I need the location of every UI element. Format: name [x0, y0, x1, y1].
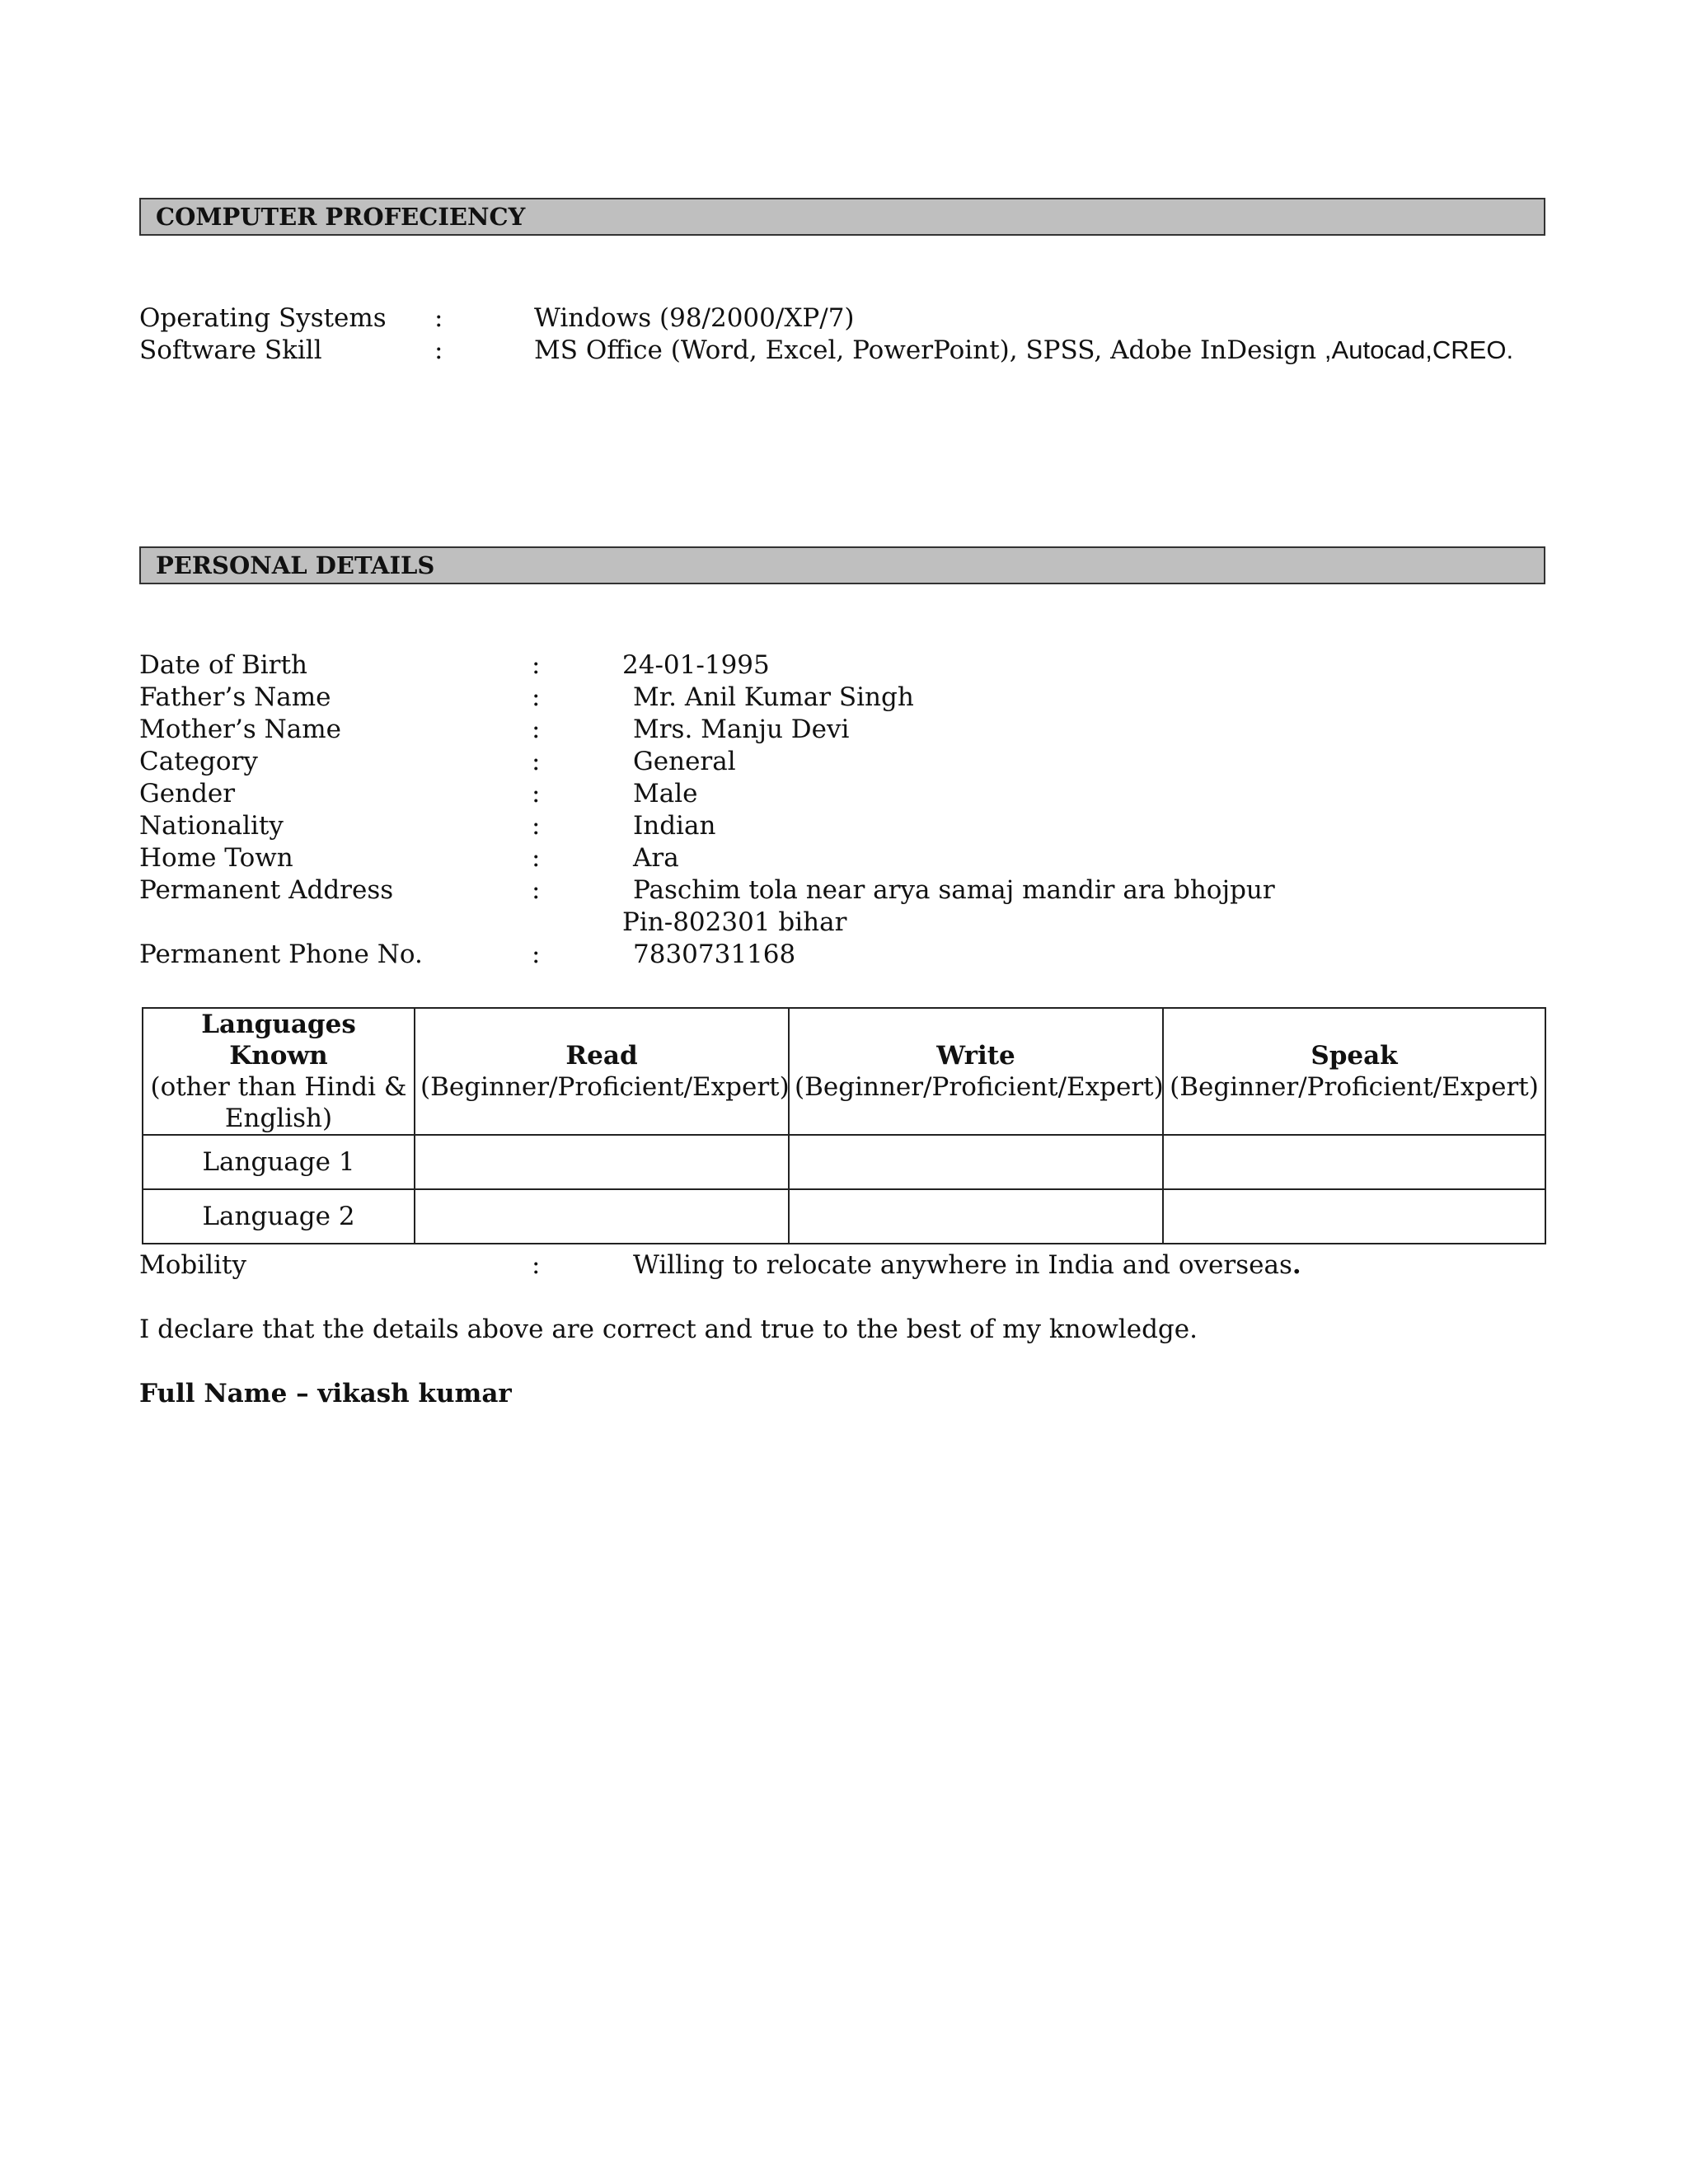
dob-row	[0, 649, 1688, 682]
declaration-text: I declare that the details above are correct and true to the best of my knowledge.	[139, 1315, 1198, 1344]
mobility-value-end: .	[1292, 1250, 1301, 1280]
colon: :	[434, 303, 443, 333]
read-cell	[415, 1189, 789, 1244]
write-header	[789, 1008, 1163, 1135]
read-cell	[415, 1135, 789, 1189]
speak-sub: (Beginner/Proficient/Expert)	[1170, 1072, 1539, 1102]
category-row	[0, 745, 1688, 778]
operating-systems-row	[0, 302, 1688, 335]
full-name-signature: Full Name – vikash kumar	[139, 1379, 512, 1408]
colon: :	[532, 682, 541, 712]
father-name-row	[0, 681, 1688, 714]
colon: :	[532, 779, 541, 808]
read-header	[415, 1008, 789, 1135]
nationality-label: Nationality	[139, 811, 284, 841]
colon: :	[532, 650, 541, 680]
write-cell	[789, 1135, 1163, 1189]
gender-row	[0, 777, 1688, 810]
write-sub: (Beginner/Proficient/Expert)	[795, 1072, 1164, 1102]
father-name-label: Father’s Name	[139, 682, 331, 712]
write-title: Write	[936, 1041, 1015, 1071]
phone-row	[0, 938, 1688, 971]
software-skill-value-main: MS Office (Word, Excel, PowerPoint), SPSS, Adobe InDesign	[534, 335, 1325, 365]
languages-table	[142, 1007, 1546, 1244]
mother-name-label: Mother’s Name	[139, 715, 341, 744]
colon: :	[434, 335, 443, 365]
languages-known-header	[143, 1008, 415, 1135]
mobility-label: Mobility	[139, 1250, 246, 1280]
table-row	[143, 1189, 1545, 1244]
colon: :	[532, 875, 541, 905]
software-skill-value-extra: ,Autocad,CREO.	[1324, 335, 1514, 364]
colon: :	[532, 1250, 541, 1280]
father-name-value: Mr. Anil Kumar Singh	[633, 682, 914, 712]
permanent-address-label: Permanent Address	[139, 875, 394, 905]
language-name-cell: Language 1	[143, 1135, 415, 1189]
dob-label: Date of Birth	[139, 650, 307, 680]
speak-title: Speak	[1311, 1041, 1398, 1071]
computer-proficiency-header: COMPUTER PROFECIENCY	[139, 198, 1545, 236]
speak-cell	[1163, 1135, 1545, 1189]
colon: :	[532, 843, 541, 873]
speak-header	[1163, 1008, 1545, 1135]
permanent-address-value: Paschim tola near arya samaj mandir ara bhojpur	[633, 875, 1275, 905]
colon: :	[532, 940, 541, 969]
languages-known-title: Languages Known	[201, 1010, 356, 1071]
home-town-label: Home Town	[139, 843, 293, 873]
nationality-value: Indian	[633, 811, 716, 841]
speak-cell	[1163, 1189, 1545, 1244]
table-row	[143, 1135, 1545, 1189]
operating-systems-label: Operating Systems	[139, 303, 387, 333]
gender-label: Gender	[139, 779, 236, 808]
category-label: Category	[139, 747, 258, 776]
read-sub: (Beginner/Proficient/Expert)	[420, 1072, 790, 1102]
operating-systems-value: Windows (98/2000/XP/7)	[534, 303, 855, 333]
gender-value: Male	[633, 779, 698, 808]
languages-table-header-row	[143, 1008, 1545, 1135]
languages-known-sub: (other than Hindi & English)	[150, 1072, 407, 1133]
personal-details-header: PERSONAL DETAILS	[139, 546, 1545, 584]
permanent-address-line2: Pin-802301 bihar	[622, 907, 847, 937]
mobility-row	[0, 1249, 1688, 1282]
software-skill-value	[534, 334, 1513, 367]
category-value: General	[633, 747, 736, 776]
mobility-value	[633, 1249, 1301, 1282]
permanent-address-line2-row	[0, 906, 1688, 939]
home-town-row	[0, 841, 1688, 874]
colon: :	[532, 811, 541, 841]
permanent-address-row	[0, 874, 1688, 907]
mobility-value-text: Willing to relocate anywhere in India and overseas	[633, 1250, 1292, 1280]
software-skill-row	[0, 334, 1688, 367]
mother-name-value: Mrs. Manju Devi	[633, 715, 850, 744]
phone-value: 7830731168	[633, 940, 796, 969]
nationality-row	[0, 809, 1688, 842]
colon: :	[532, 715, 541, 744]
read-title: Read	[565, 1041, 638, 1071]
software-skill-label: Software Skill	[139, 335, 322, 365]
write-cell	[789, 1189, 1163, 1244]
phone-label: Permanent Phone No.	[139, 940, 423, 969]
home-town-value: Ara	[633, 843, 679, 873]
colon: :	[532, 747, 541, 776]
mother-name-row	[0, 713, 1688, 746]
dob-value: 24-01-1995	[622, 650, 770, 680]
language-name-cell: Language 2	[143, 1189, 415, 1244]
